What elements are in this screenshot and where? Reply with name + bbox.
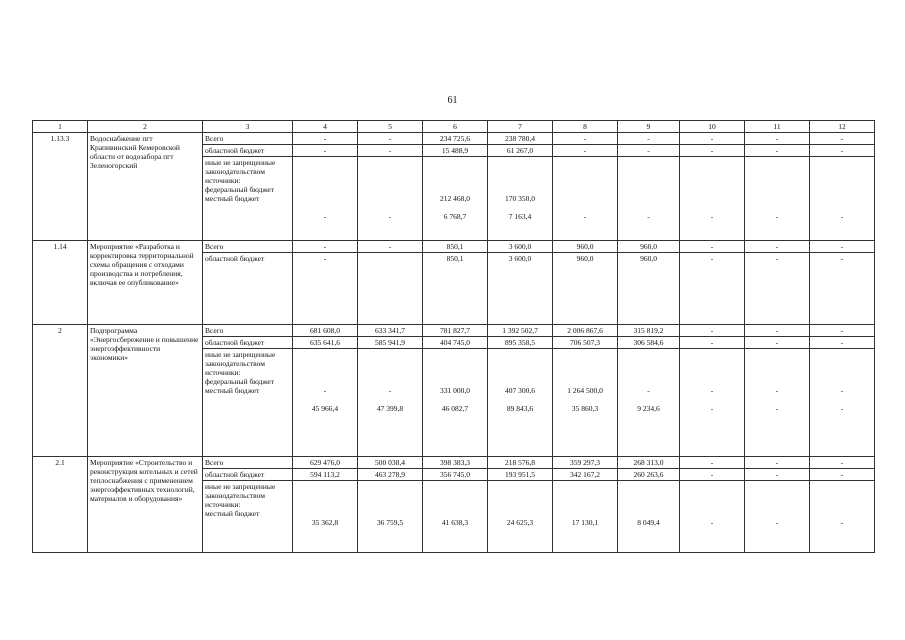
- value-cell: -: [810, 457, 875, 469]
- item-code: 2.1: [33, 457, 88, 553]
- spacer: [425, 203, 485, 212]
- spacer: [812, 482, 872, 518]
- funding-source-line: местный бюджет: [205, 194, 260, 203]
- value-cell: -: [553, 133, 618, 145]
- local-value: -: [710, 212, 714, 221]
- value-cell: 629 476,0: [293, 457, 358, 469]
- spacer: [490, 203, 550, 212]
- local-value: -: [840, 518, 844, 527]
- spacer: [555, 350, 615, 386]
- value-cell: [293, 349, 358, 457]
- funding-source-label: областной бюджет: [203, 145, 293, 157]
- local-value: -: [323, 212, 327, 221]
- local-value: -: [840, 404, 844, 413]
- local-value: 6 768,7: [443, 212, 467, 221]
- value-cell: 398 383,3: [423, 457, 488, 469]
- value-cell: 342 167,2: [553, 469, 618, 481]
- value-cell: -: [680, 457, 745, 469]
- spacer: [425, 395, 485, 404]
- local-value: 41 638,3: [441, 518, 469, 527]
- local-value: -: [710, 404, 714, 413]
- local-value: 8 049,4: [637, 518, 660, 527]
- spacer: [295, 350, 355, 386]
- spacer: [425, 158, 485, 194]
- item-name: Водоснабжение пгт Крапивинский Кемеровской области от водозабора пгт Зеленогорский: [88, 133, 203, 241]
- value-cell: -: [293, 133, 358, 145]
- spacer: [682, 350, 742, 386]
- spacer: [812, 395, 872, 404]
- value-cell: 635 641,6: [293, 337, 358, 349]
- value-cell: -: [293, 241, 358, 253]
- federal-value: 170 350,0: [505, 194, 535, 203]
- value-cell: -: [745, 457, 810, 469]
- value-cell: -: [680, 133, 745, 145]
- federal-value: -: [388, 386, 392, 395]
- value-cell: 850,1: [423, 253, 488, 325]
- federal-value: [360, 194, 420, 203]
- value-cell: -: [745, 469, 810, 481]
- table-row: [33, 241, 875, 253]
- value-cell: -: [680, 325, 745, 337]
- value-cell: -: [810, 469, 875, 481]
- local-value: 7 163,4: [508, 212, 532, 221]
- value-cell: 895 358,5: [488, 337, 553, 349]
- federal-value: -: [840, 386, 844, 395]
- federal-value: [620, 194, 677, 203]
- value-cell: 500 038,4: [358, 457, 423, 469]
- value-cell: [553, 481, 618, 553]
- value-cell: -: [358, 241, 423, 253]
- local-value: -: [647, 212, 650, 221]
- header-cell: 9: [618, 121, 680, 133]
- value-cell: 706 507,3: [553, 337, 618, 349]
- spacer: [682, 395, 742, 404]
- value-cell: [810, 349, 875, 457]
- header-cell: 8: [553, 121, 618, 133]
- header-cell: 11: [745, 121, 810, 133]
- value-cell: [293, 157, 358, 241]
- spacer: [747, 350, 807, 386]
- local-value: 36 759,5: [376, 518, 404, 527]
- value-cell: [553, 157, 618, 241]
- value-cell: [488, 157, 553, 241]
- federal-value: -: [323, 386, 327, 395]
- spacer: [360, 350, 420, 386]
- value-cell: 193 951,5: [488, 469, 553, 481]
- value-cell: [618, 481, 680, 553]
- local-value: -: [775, 404, 779, 413]
- value-cell: -: [618, 133, 680, 145]
- table-row: [33, 325, 875, 337]
- spacer: [425, 482, 485, 518]
- value-cell: [618, 349, 680, 457]
- value-cell: [745, 157, 810, 241]
- header-cell: 1: [33, 121, 88, 133]
- federal-value: [555, 194, 615, 203]
- local-value: -: [840, 212, 844, 221]
- federal-value: 1 264 500,0: [567, 386, 603, 395]
- spacer: [295, 482, 355, 518]
- value-cell: 2 006 867,6: [553, 325, 618, 337]
- spacer: [620, 395, 677, 404]
- value-cell: [680, 157, 745, 241]
- federal-value: -: [775, 386, 779, 395]
- value-cell: 315 819,2: [618, 325, 680, 337]
- value-cell: 960,0: [618, 253, 680, 325]
- header-cell: 4: [293, 121, 358, 133]
- local-value: 46 082,7: [441, 404, 469, 413]
- header-cell: 7: [488, 121, 553, 133]
- spacer: [490, 482, 550, 518]
- value-cell: [358, 157, 423, 241]
- funding-source-line: местный бюджет: [205, 386, 260, 395]
- federal-value: 212 468,0: [440, 194, 470, 203]
- value-cell: [358, 253, 423, 325]
- funding-source-label: областной бюджет: [203, 469, 293, 481]
- value-cell: -: [810, 241, 875, 253]
- value-cell: 3 600,0: [488, 253, 553, 325]
- header-cell: 10: [680, 121, 745, 133]
- local-value: 35 860,3: [571, 404, 599, 413]
- item-name: Подпрограмма «Энергосбережение и повышение энергоэффективности экономики»: [88, 325, 203, 457]
- value-cell: -: [810, 145, 875, 157]
- funding-source-line: федеральный бюджет: [205, 377, 275, 386]
- federal-value: -: [647, 386, 650, 395]
- spacer: [620, 482, 677, 518]
- value-cell: [358, 349, 423, 457]
- value-cell: -: [745, 253, 810, 325]
- spacer: [295, 203, 355, 212]
- value-cell: [680, 349, 745, 457]
- local-value: -: [583, 212, 587, 221]
- value-cell: -: [293, 253, 358, 325]
- local-value: 24 625,3: [506, 518, 534, 527]
- value-cell: 260 263,6: [618, 469, 680, 481]
- value-cell: [810, 481, 875, 553]
- value-cell: -: [680, 469, 745, 481]
- spacer: [682, 203, 742, 212]
- spacer: [812, 350, 872, 386]
- spacer: [490, 395, 550, 404]
- spacer: [425, 350, 485, 386]
- value-cell: 3 600,0: [488, 241, 553, 253]
- funding-source-label: Всего: [203, 241, 293, 253]
- spacer: [555, 395, 615, 404]
- header-cell: 3: [203, 121, 293, 133]
- value-cell: -: [680, 253, 745, 325]
- budget-table: [32, 120, 875, 553]
- spacer: [360, 158, 420, 194]
- value-cell: 594 113,2: [293, 469, 358, 481]
- spacer: [747, 158, 807, 194]
- header-cell: 2: [88, 121, 203, 133]
- funding-source-line: иные не запрещенные законодательством источники:: [205, 482, 276, 509]
- federal-value: [295, 194, 355, 203]
- value-cell: 359 297,3: [553, 457, 618, 469]
- value-cell: -: [810, 133, 875, 145]
- funding-source-label: Всего: [203, 133, 293, 145]
- value-cell: 585 941,9: [358, 337, 423, 349]
- spacer: [555, 158, 615, 194]
- spacer: [360, 203, 420, 212]
- value-cell: 463 278,9: [358, 469, 423, 481]
- value-cell: [488, 349, 553, 457]
- funding-source-label: [203, 157, 293, 241]
- spacer: [360, 395, 420, 404]
- funding-source-label: Всего: [203, 325, 293, 337]
- spacer: [747, 482, 807, 518]
- funding-source-label: областной бюджет: [203, 337, 293, 349]
- funding-source-label: Всего: [203, 457, 293, 469]
- value-cell: -: [358, 133, 423, 145]
- value-cell: 356 745,0: [423, 469, 488, 481]
- value-cell: -: [745, 325, 810, 337]
- value-cell: 404 745,0: [423, 337, 488, 349]
- spacer: [620, 203, 677, 212]
- value-cell: 234 725,6: [423, 133, 488, 145]
- item-code: 1.13.3: [33, 133, 88, 241]
- value-cell: 960,0: [618, 241, 680, 253]
- local-value: -: [388, 212, 392, 221]
- value-cell: -: [553, 145, 618, 157]
- local-value: 89 843,6: [506, 404, 534, 413]
- spacer: [682, 482, 742, 518]
- federal-value: 407 300,6: [505, 386, 535, 395]
- item-name: Мероприятие «Строительство и реконструкция котельных и сетей теплоснабжения с применением энергоэффективных технологий, материалов и оборудования»: [88, 457, 203, 553]
- value-cell: -: [680, 337, 745, 349]
- table-row: [33, 133, 875, 145]
- value-cell: 268 313,0: [618, 457, 680, 469]
- spacer: [812, 203, 872, 212]
- federal-value: [747, 194, 807, 203]
- value-cell: -: [745, 133, 810, 145]
- spacer: [682, 158, 742, 194]
- spacer: [620, 158, 677, 194]
- value-cell: -: [810, 253, 875, 325]
- value-cell: [358, 481, 423, 553]
- spacer: [747, 203, 807, 212]
- value-cell: -: [810, 337, 875, 349]
- value-cell: 633 341,7: [358, 325, 423, 337]
- federal-value: -: [710, 386, 714, 395]
- value-cell: [553, 349, 618, 457]
- item-code: 1.14: [33, 241, 88, 325]
- local-value: 35 362,8: [311, 518, 339, 527]
- value-cell: 306 584,6: [618, 337, 680, 349]
- local-value: -: [775, 518, 779, 527]
- local-value: 47 399,8: [376, 404, 404, 413]
- item-name: Мероприятие «Разработка и корректировка территориальной схемы обращения с отходами производства и потребления, включая ее опубликование»: [88, 241, 203, 325]
- federal-value: [812, 194, 872, 203]
- spacer: [555, 203, 615, 212]
- funding-source-line: иные не запрещенные законодательством источники:: [205, 158, 276, 185]
- value-cell: -: [810, 325, 875, 337]
- value-cell: 218 576,8: [488, 457, 553, 469]
- value-cell: 781 827,7: [423, 325, 488, 337]
- item-code: 2: [33, 325, 88, 457]
- value-cell: [488, 481, 553, 553]
- header-cell: 6: [423, 121, 488, 133]
- value-cell: 1 392 502,7: [488, 325, 553, 337]
- value-cell: -: [293, 145, 358, 157]
- spacer: [747, 395, 807, 404]
- spacer: [360, 482, 420, 518]
- funding-source-line: федеральный бюджет: [205, 185, 275, 194]
- spacer: [295, 395, 355, 404]
- funding-source-line: местный бюджет: [205, 509, 260, 518]
- spacer: [555, 482, 615, 518]
- value-cell: 681 608,0: [293, 325, 358, 337]
- value-cell: 15 488,9: [423, 145, 488, 157]
- funding-source-line: иные не запрещенные законодательством источники:: [205, 350, 276, 377]
- value-cell: [810, 157, 875, 241]
- value-cell: [745, 349, 810, 457]
- header-cell: 5: [358, 121, 423, 133]
- value-cell: [618, 157, 680, 241]
- federal-value: 331 000,0: [440, 386, 470, 395]
- table-row: [33, 457, 875, 469]
- spacer: [490, 158, 550, 194]
- value-cell: 960,0: [553, 253, 618, 325]
- value-cell: [423, 157, 488, 241]
- value-cell: [423, 349, 488, 457]
- header-row: [33, 121, 875, 133]
- value-cell: -: [745, 145, 810, 157]
- value-cell: -: [680, 241, 745, 253]
- value-cell: [680, 481, 745, 553]
- local-value: 9 234,6: [637, 404, 660, 413]
- local-value: 45 966,4: [311, 404, 339, 413]
- local-value: -: [710, 518, 714, 527]
- spacer: [812, 158, 872, 194]
- value-cell: 61 267,0: [488, 145, 553, 157]
- spacer: [620, 350, 677, 386]
- spacer: [490, 350, 550, 386]
- page-number: 61: [447, 95, 458, 106]
- value-cell: [293, 481, 358, 553]
- value-cell: -: [680, 145, 745, 157]
- value-cell: -: [745, 241, 810, 253]
- value-cell: -: [745, 337, 810, 349]
- federal-value: [682, 194, 742, 203]
- header-cell: 12: [810, 121, 875, 133]
- value-cell: 960,0: [553, 241, 618, 253]
- value-cell: -: [618, 145, 680, 157]
- spacer: [295, 158, 355, 194]
- value-cell: -: [358, 145, 423, 157]
- funding-source-label: областной бюджет: [203, 253, 293, 325]
- value-cell: 238 780,4: [488, 133, 553, 145]
- funding-source-label: [203, 349, 293, 457]
- local-value: 17 130,1: [571, 518, 599, 527]
- value-cell: 850,1: [423, 241, 488, 253]
- funding-source-label: [203, 481, 293, 553]
- value-cell: [745, 481, 810, 553]
- value-cell: [423, 481, 488, 553]
- budget-table-body: [33, 121, 875, 553]
- local-value: -: [775, 212, 779, 221]
